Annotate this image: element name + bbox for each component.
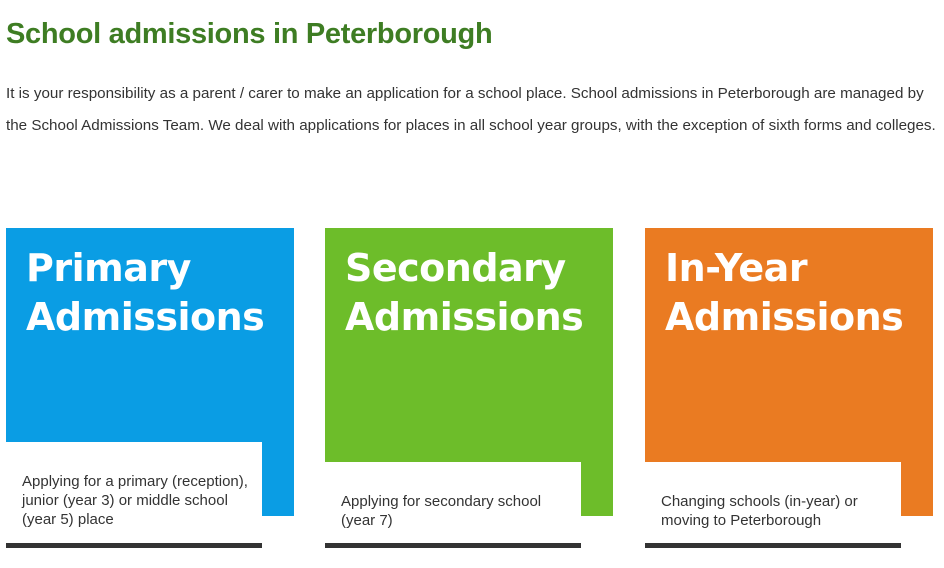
in-year-admissions-card[interactable] [645,228,933,548]
primary-admissions-card[interactable] [6,228,294,548]
heading-line-1: Secondary [345,246,566,290]
secondary-admissions-textbox[interactable] [325,462,581,543]
intro-paragraph: It is your responsibility as a parent / carer to make an application for a school place. School admissions in Peterborough are managed by the School Admissions Team. We deal with applications for places in all school year groups, with the exception of sixth forms and colleges. [6,85,936,134]
in-year-admissions-textbox[interactable] [645,462,901,543]
heading-line-2: Admissions [345,295,584,339]
heading-line-1: Primary [26,246,191,290]
secondary-admissions-card[interactable] [325,228,613,548]
page-title: School admissions in Peterborough [6,18,493,50]
primary-admissions-heading [26,244,264,342]
heading-line-1: In-Year [665,246,808,290]
card-underline [645,543,901,548]
in-year-admissions-heading [665,244,903,342]
card-underline [6,543,262,548]
heading-line-2: Admissions [26,295,265,339]
heading-line-2: Admissions [665,295,904,339]
card-underline [325,543,581,548]
in-year-admissions-description: Changing schools (in-year) or moving to Peterborough [661,493,858,529]
primary-admissions-textbox[interactable] [6,442,262,543]
secondary-admissions-heading [345,244,583,342]
primary-admissions-description: Applying for a primary (reception), junior (year 3) or middle school (year 5) place [22,473,248,528]
secondary-admissions-description: Applying for secondary school (year 7) [341,493,542,529]
